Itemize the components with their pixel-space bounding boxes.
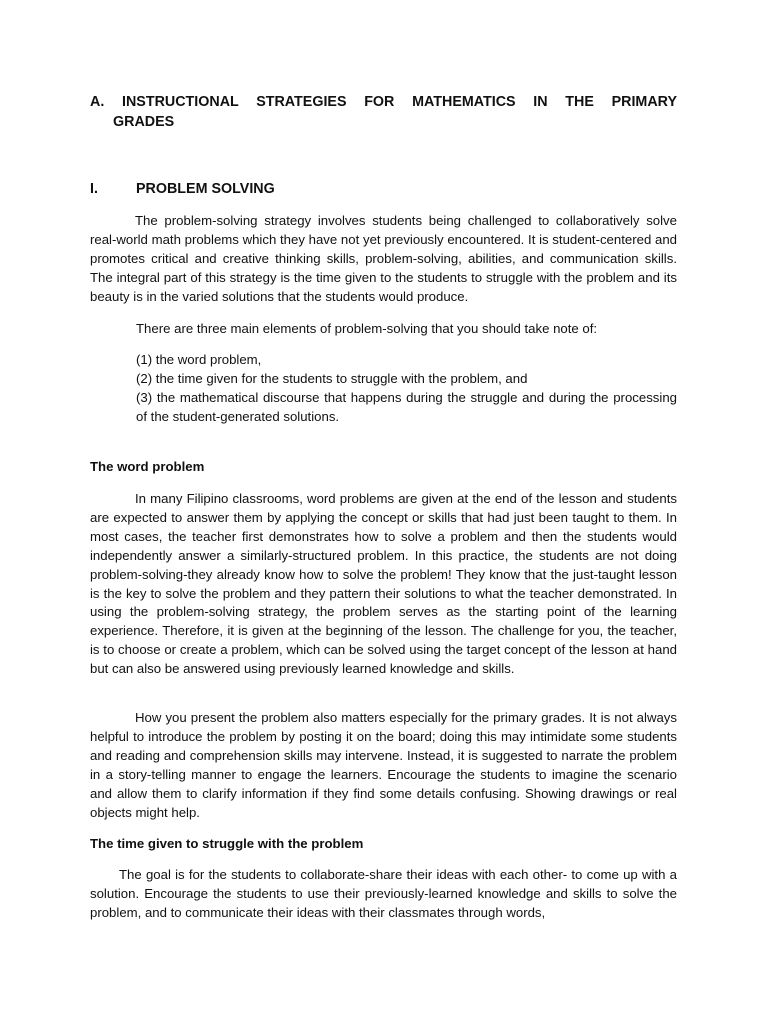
subheading-struggle: The time given to struggle with the problem: [90, 836, 364, 851]
document-title-continuation: GRADES: [113, 114, 175, 130]
elements-list: [136, 351, 677, 427]
list-item: (2) the time given for the students to struggle with the problem, and: [136, 370, 528, 386]
section-number: I.: [90, 181, 98, 197]
section-title: PROBLEM SOLVING: [136, 181, 275, 197]
struggle-paragraph-1: The goal is for the students to collaborate-share their ideas with each other- to come up with a solution. Encourage the students to use their previously-learned knowledge and skills to solve the problem, and to communicate their ideas with their classmates through words,: [90, 867, 677, 920]
word-problem-paragraph-1: In many Filipino classrooms, word problems are given at the end of the lesson and students are expected to answer them by applying the concept or skills that had just been taught to them. In most cases, the teacher first demonstrates how to solve a problem and then the students would independently answer a similarly-structured problem. In this practice, the students are not doing problem-solving-they already know how to solve the problem! They know that the just-taught lesson is the key to solve the problem and they pattern their solutions to what the teacher demonstrated. In using the problem-solving strategy, the problem serves as the starting point of the learning experience. Therefore, it is given at the beginning of the lesson. The challenge for you, the teacher, is to choose or create a problem, which can be solved using the target concept of the lesson at hand but can also be answered using previously learned knowledge and skills.: [90, 491, 677, 677]
elements-intro: There are three main elements of problem-solving that you should take note of:: [136, 321, 598, 336]
subheading-word-problem: The word problem: [90, 459, 205, 474]
intro-paragraph: The problem-solving strategy involves students being challenged to collaboratively solve real-world math problems which they have not yet previously encountered. It is student-centered and promotes critical and creative thinking skills, problem-solving, abilities, and communication skills. The integral part of this strategy is the time given to the students to struggle with the problem and its beauty is in the varied solutions that the students would produce.: [90, 213, 677, 304]
document-title: A. INSTRUCTIONAL STRATEGIES FOR MATHEMATICS IN THE PRIMARY: [90, 94, 677, 110]
list-item: (3) the mathematical discourse that happens during the struggle and during the processing of the student-generated solutions.: [136, 389, 677, 424]
word-problem-paragraph-2: How you present the problem also matters especially for the primary grades. It is not always helpful to introduce the problem by posting it on the board; doing this may intimidate some students and reading and comprehension skills may intervene. Instead, it is suggested to narrate the problem in a story-telling manner to engage the learners. Encourage the students to imagine the scenario and allow them to clarify information if they find some details confusing. Showing drawings or real objects might help.: [90, 710, 677, 820]
list-item: (1) the word problem,: [136, 352, 262, 367]
